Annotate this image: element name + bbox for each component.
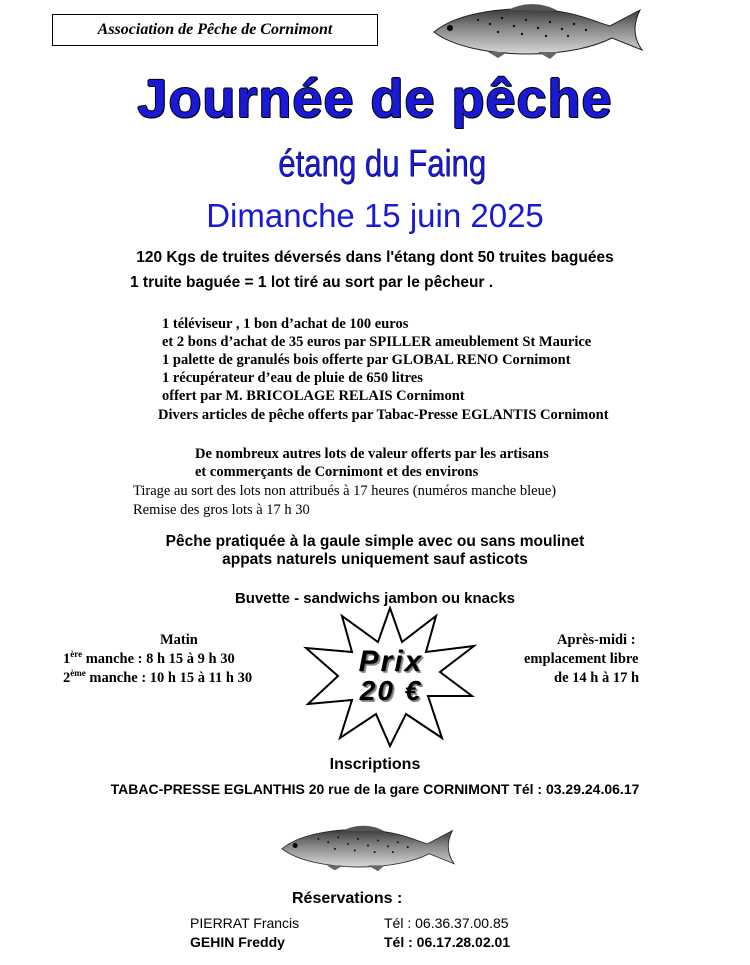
trout-top-icon bbox=[428, 2, 648, 60]
remise-text: Remise des gros lots à 17 h 30 bbox=[133, 502, 310, 518]
lot-item: 1 téléviseur , 1 bon d’achat de 100 euros bbox=[162, 316, 409, 332]
lot-item: et 2 bons d’achat de 35 euros par SPILLER ameublement St Maurice bbox=[162, 334, 592, 350]
reservation-name: PIERRAT Francis bbox=[190, 915, 300, 931]
headline-line1: 120 Kgs de truites déversés dans l'étang dont 50 truites baguées bbox=[136, 249, 614, 266]
peche-line1: Pêche pratiquée à la gaule simple avec ou sans moulinet bbox=[165, 533, 585, 550]
autres-lots-line1: De nombreux autres lots de valeur offerts par les artisans bbox=[195, 446, 549, 462]
association-box bbox=[52, 14, 378, 46]
autres-lots-line2: et commerçants de Cornimont et des environs bbox=[195, 464, 479, 480]
tirage-text: Tirage au sort des lots non attribués à 17 heures (numéros manche bleue) bbox=[133, 483, 557, 499]
reservations-heading: Réservations : bbox=[292, 890, 403, 907]
page-subtitle: étang du Faing bbox=[278, 143, 486, 185]
matin-manche-2: 2ème manche : 10 h 15 à 11 h 30 bbox=[63, 668, 253, 686]
association-name: Association de Pêche de Cornimont bbox=[97, 21, 333, 38]
buvette-text: Buvette - sandwichs jambon ou knacks bbox=[234, 590, 516, 607]
lot-item: 1 palette de granulés bois offerte par GLOBAL RENO Cornimont bbox=[162, 352, 571, 368]
trout-bottom-icon bbox=[268, 824, 468, 872]
event-date: Dimanche 15 juin 2025 bbox=[206, 197, 544, 234]
inscriptions-heading: Inscriptions bbox=[329, 756, 421, 773]
matin-heading: Matin bbox=[160, 632, 198, 648]
reservation-name: GEHIN Freddy bbox=[190, 934, 285, 950]
lot-item: Divers articles de pêche offerts par Tabac-Presse EGLANTIS Cornimont bbox=[158, 407, 609, 423]
peche-line2: appats naturels uniquement sauf asticots bbox=[222, 551, 528, 568]
apres-midi-line1: emplacement libre bbox=[524, 651, 639, 667]
matin-manche-1: 1ère manche : 8 h 15 à 9 h 30 bbox=[63, 649, 235, 667]
headline-line2: 1 truite baguée = 1 lot tiré au sort par le pêcheur . bbox=[130, 274, 494, 291]
lot-item: 1 récupérateur d’eau de pluie de 650 litres bbox=[162, 370, 423, 386]
reservation-tel: Tél : 06.17.28.02.01 bbox=[384, 934, 511, 950]
reservation-tel: Tél : 06.36.37.00.85 bbox=[384, 915, 509, 931]
inscriptions-line: TABAC-PRESSE EGLANTHIS 20 rue de la gare CORNIMONT Tél : 03.29.24.06.17 bbox=[110, 781, 640, 797]
lot-item: offert par M. BRICOLAGE RELAIS Cornimont bbox=[162, 388, 465, 404]
price-label: Prix bbox=[358, 645, 424, 678]
price-amount: 20 € bbox=[359, 675, 423, 706]
page-title: Journée de pêche bbox=[137, 69, 613, 129]
apres-midi-heading: Après-midi : bbox=[557, 632, 636, 648]
apres-midi-line2: de 14 h à 17 h bbox=[554, 670, 640, 686]
